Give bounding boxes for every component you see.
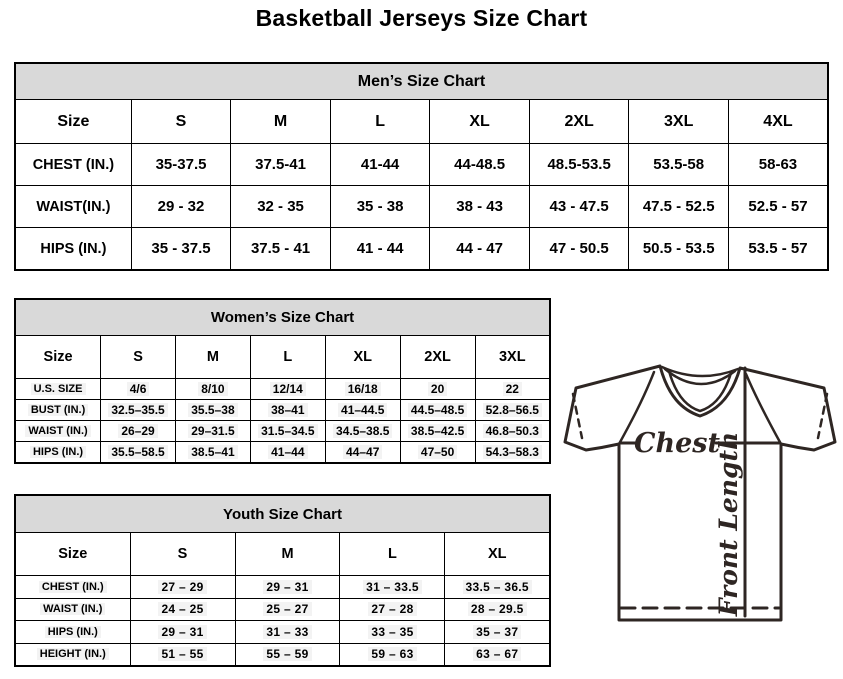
table-cell bbox=[175, 442, 250, 464]
column-header-row bbox=[15, 100, 828, 144]
front-length-label: Front Length bbox=[714, 431, 743, 617]
table-cell bbox=[101, 442, 176, 464]
table-cell: 29 - 32 bbox=[131, 186, 231, 228]
table-title-row bbox=[15, 299, 550, 336]
measurement-value: 34.5–38.5 bbox=[333, 424, 392, 438]
row-label: HIPS (IN.) bbox=[15, 228, 131, 271]
table-cell: 44 - 47 bbox=[430, 228, 530, 271]
measurement-value: 26–29 bbox=[118, 424, 157, 438]
measurement-row bbox=[15, 379, 550, 400]
size-column-header: L bbox=[250, 336, 325, 379]
measurement-value: 31.5–34.5 bbox=[258, 424, 317, 438]
womens-size-table bbox=[14, 298, 551, 464]
measurement-value: 63 – 67 bbox=[473, 647, 521, 661]
table-cell bbox=[235, 643, 340, 666]
row-label: HIPS (IN.) bbox=[15, 621, 130, 644]
table-cell bbox=[475, 400, 550, 421]
measurement-value: 27 – 28 bbox=[368, 602, 416, 616]
table-cell bbox=[101, 400, 176, 421]
jersey-diagram-svg bbox=[556, 352, 843, 644]
table-cell bbox=[400, 379, 475, 400]
measurement-value: 27 – 29 bbox=[158, 580, 206, 594]
column-header-row bbox=[15, 336, 550, 379]
table-cell: 50.5 - 53.5 bbox=[629, 228, 729, 271]
measurement-value: 52.8–56.5 bbox=[483, 403, 542, 417]
size-column-header: M bbox=[231, 100, 331, 144]
table-cell bbox=[340, 643, 445, 666]
table-cell: 38 - 43 bbox=[430, 186, 530, 228]
measurement-value: 47–50 bbox=[418, 445, 457, 459]
size-column-header: 3XL bbox=[629, 100, 729, 144]
measurement-value: 32.5–35.5 bbox=[108, 403, 167, 417]
measurement-row bbox=[15, 421, 550, 442]
table-cell bbox=[340, 621, 445, 644]
measurement-row bbox=[15, 576, 550, 599]
table-cell bbox=[400, 400, 475, 421]
table-cell bbox=[400, 421, 475, 442]
size-column-header: S bbox=[130, 533, 235, 576]
table-cell: 41-44 bbox=[330, 144, 430, 186]
size-column-header: M bbox=[235, 533, 340, 576]
measurement-value: 16/18 bbox=[345, 382, 381, 396]
measurement-value: 41–44 bbox=[268, 445, 307, 459]
mens-size-chart-section bbox=[14, 62, 829, 271]
table-cell bbox=[325, 421, 400, 442]
table-cell: 58-63 bbox=[728, 144, 828, 186]
row-label: CHEST (IN.) bbox=[15, 576, 130, 599]
table-cell: 32 - 35 bbox=[231, 186, 331, 228]
measurement-value: 25 – 27 bbox=[263, 602, 311, 616]
table-body bbox=[15, 576, 550, 667]
measurement-value: 33.5 – 36.5 bbox=[463, 580, 532, 594]
table-cell bbox=[130, 598, 235, 621]
row-label: U.S. SIZE bbox=[15, 379, 101, 400]
table-cell: 35 - 38 bbox=[330, 186, 430, 228]
row-label: WAIST (IN.) bbox=[15, 421, 101, 442]
measurement-row bbox=[15, 643, 550, 666]
table-cell bbox=[130, 621, 235, 644]
measurement-value: 29–31.5 bbox=[188, 424, 237, 438]
chest-label: Chest bbox=[634, 428, 720, 459]
measurement-value: 12/14 bbox=[270, 382, 306, 396]
row-label: HIPS (IN.) bbox=[15, 442, 101, 464]
measurement-value: 31 – 33 bbox=[263, 625, 311, 639]
table-title-row bbox=[15, 63, 828, 100]
table-cell bbox=[445, 621, 550, 644]
measurement-value: 33 – 35 bbox=[368, 625, 416, 639]
size-column-header: 4XL bbox=[728, 100, 828, 144]
row-label: WAIST (IN.) bbox=[15, 598, 130, 621]
table-cell: 43 - 47.5 bbox=[529, 186, 629, 228]
youth-size-table bbox=[14, 494, 551, 667]
measurement-value: 44–47 bbox=[343, 445, 382, 459]
table-cell: 47.5 - 52.5 bbox=[629, 186, 729, 228]
table-cell: 35 - 37.5 bbox=[131, 228, 231, 271]
measurement-row bbox=[15, 621, 550, 644]
table-cell bbox=[235, 598, 340, 621]
row-label: CHEST (IN.) bbox=[15, 144, 131, 186]
table-cell: 35-37.5 bbox=[131, 144, 231, 186]
table-cell bbox=[340, 598, 445, 621]
table-title: Women’s Size Chart bbox=[15, 299, 550, 336]
table-cell bbox=[175, 421, 250, 442]
measurement-row bbox=[15, 186, 828, 228]
measurement-value: 51 – 55 bbox=[158, 647, 206, 661]
measurement-value: 8/10 bbox=[198, 382, 227, 396]
measurement-value: 35.5–58.5 bbox=[108, 445, 167, 459]
measurement-value: 29 – 31 bbox=[158, 625, 206, 639]
size-column-header: M bbox=[175, 336, 250, 379]
measurement-value: 38–41 bbox=[268, 403, 307, 417]
womens-size-chart-section bbox=[14, 298, 551, 464]
size-column-header: 3XL bbox=[475, 336, 550, 379]
measurement-value: 31 – 33.5 bbox=[363, 580, 422, 594]
measurement-value: 4/6 bbox=[127, 382, 150, 396]
table-cell: 41 - 44 bbox=[330, 228, 430, 271]
table-body bbox=[15, 379, 550, 464]
row-label: HEIGHT (IN.) bbox=[15, 643, 130, 666]
measurement-row bbox=[15, 442, 550, 464]
table-cell bbox=[325, 379, 400, 400]
measurement-value: 29 – 31 bbox=[263, 580, 311, 594]
size-column-header: XL bbox=[445, 533, 550, 576]
table-cell bbox=[130, 576, 235, 599]
measurement-value: 28 – 29.5 bbox=[468, 602, 527, 616]
measurement-value: 35.5–38 bbox=[188, 403, 237, 417]
row-label: BUST (IN.) bbox=[15, 400, 101, 421]
measurement-value: 24 – 25 bbox=[158, 602, 206, 616]
table-cell bbox=[130, 643, 235, 666]
table-cell bbox=[101, 379, 176, 400]
size-column-header: 2XL bbox=[529, 100, 629, 144]
table-cell: 48.5-53.5 bbox=[529, 144, 629, 186]
table-cell: 52.5 - 57 bbox=[728, 186, 828, 228]
table-cell: 53.5-58 bbox=[629, 144, 729, 186]
table-cell bbox=[235, 576, 340, 599]
table-cell bbox=[250, 442, 325, 464]
measurement-value: 54.3–58.3 bbox=[483, 445, 542, 459]
column-header-row bbox=[15, 533, 550, 576]
measurement-value: 22 bbox=[503, 382, 522, 396]
measurement-value: 38.5–41 bbox=[188, 445, 237, 459]
measurement-row bbox=[15, 598, 550, 621]
table-cell bbox=[250, 400, 325, 421]
measurement-value: 20 bbox=[428, 382, 447, 396]
size-column-header: S bbox=[101, 336, 176, 379]
size-label-header: Size bbox=[15, 100, 131, 144]
measurement-value: 35 – 37 bbox=[473, 625, 521, 639]
table-cell bbox=[475, 442, 550, 464]
jersey-measurement-diagram bbox=[556, 352, 843, 644]
measurement-row bbox=[15, 228, 828, 271]
measurement-row bbox=[15, 144, 828, 186]
table-cell bbox=[101, 421, 176, 442]
table-cell: 53.5 - 57 bbox=[728, 228, 828, 271]
row-label: WAIST(IN.) bbox=[15, 186, 131, 228]
table-cell bbox=[445, 643, 550, 666]
table-cell bbox=[250, 379, 325, 400]
table-cell bbox=[475, 421, 550, 442]
table-cell: 37.5 - 41 bbox=[231, 228, 331, 271]
size-label-header: Size bbox=[15, 533, 130, 576]
table-cell bbox=[475, 379, 550, 400]
table-title: Men’s Size Chart bbox=[15, 63, 828, 100]
measurement-value: 46.8–50.3 bbox=[483, 424, 542, 438]
measurement-value: 41–44.5 bbox=[338, 403, 387, 417]
size-column-header: L bbox=[330, 100, 430, 144]
table-body bbox=[15, 144, 828, 271]
table-title-row bbox=[15, 495, 550, 533]
youth-size-chart-section bbox=[14, 494, 551, 667]
table-title: Youth Size Chart bbox=[15, 495, 550, 533]
table-cell bbox=[325, 442, 400, 464]
table-cell bbox=[400, 442, 475, 464]
table-cell: 37.5-41 bbox=[231, 144, 331, 186]
size-column-header: L bbox=[340, 533, 445, 576]
mens-size-table bbox=[14, 62, 829, 271]
table-cell bbox=[445, 598, 550, 621]
table-cell: 44-48.5 bbox=[430, 144, 530, 186]
jersey-outline bbox=[565, 366, 835, 620]
table-cell bbox=[445, 576, 550, 599]
measurement-value: 44.5–48.5 bbox=[408, 403, 467, 417]
table-cell bbox=[340, 576, 445, 599]
table-cell bbox=[325, 400, 400, 421]
measurement-value: 59 – 63 bbox=[368, 647, 416, 661]
size-label-header: Size bbox=[15, 336, 101, 379]
measurement-value: 55 – 59 bbox=[263, 647, 311, 661]
table-cell bbox=[250, 421, 325, 442]
table-cell: 47 - 50.5 bbox=[529, 228, 629, 271]
page-title: Basketball Jerseys Size Chart bbox=[255, 5, 588, 31]
measurement-row bbox=[15, 400, 550, 421]
measurement-value: 38.5–42.5 bbox=[408, 424, 467, 438]
table-cell bbox=[175, 379, 250, 400]
size-column-header: XL bbox=[325, 336, 400, 379]
table-cell bbox=[235, 621, 340, 644]
table-cell bbox=[175, 400, 250, 421]
size-column-header: S bbox=[131, 100, 231, 144]
size-column-header: XL bbox=[430, 100, 530, 144]
size-column-header: 2XL bbox=[400, 336, 475, 379]
